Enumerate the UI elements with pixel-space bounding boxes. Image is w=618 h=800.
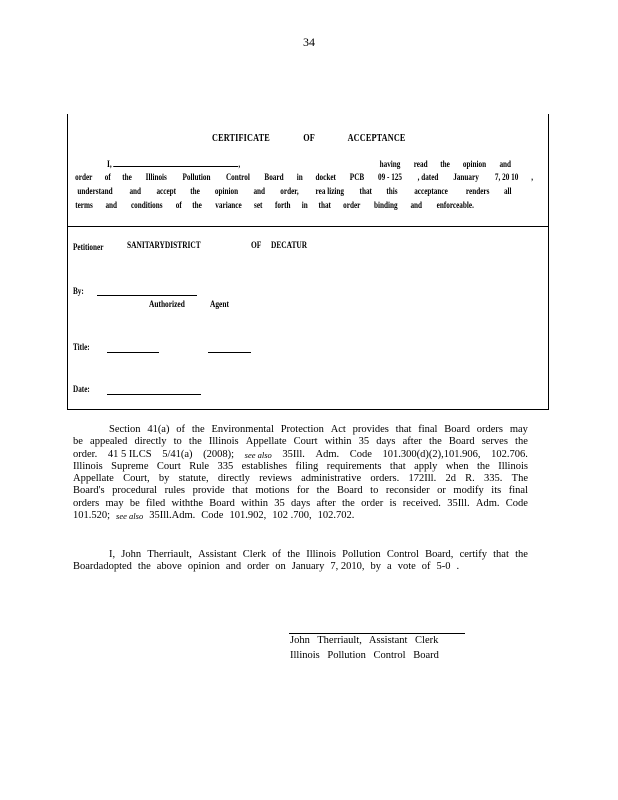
paragraph-word: when: [445, 460, 469, 472]
petitioner-label: Petitioner: [73, 242, 104, 252]
signature-line: [289, 633, 465, 634]
paragraph-word: final: [418, 424, 438, 435]
certificate-word: forth: [274, 200, 291, 210]
certificate-word: and: [410, 200, 423, 210]
paragraph-word: certify: [459, 549, 487, 560]
paragraph-word: Clerk: [242, 549, 267, 560]
paragraph-word: Act: [330, 424, 346, 435]
certificate-word: Pollution: [182, 172, 211, 182]
paragraph-word: by: [158, 473, 170, 485]
paragraph-word: days: [376, 436, 396, 448]
paragraph-word: serves: [481, 436, 508, 448]
paragraph-word: vote: [397, 561, 416, 573]
certificate-box: [67, 114, 549, 410]
signature-name: John Therriault, Assistant Clerk: [290, 635, 439, 646]
paragraph-word: 35Ill.Adm.: [149, 510, 196, 522]
paragraph-word: above: [156, 561, 182, 573]
paragraph-word: modify: [453, 485, 484, 497]
paragraph-word: to: [370, 485, 379, 497]
page-number: 34: [303, 35, 315, 49]
box-right-border: [548, 114, 549, 410]
paragraph-word: and: [225, 561, 242, 573]
certificate-word: of: [175, 200, 182, 210]
paragraph-word: Illinois: [498, 460, 528, 472]
certificate-word: that: [360, 186, 373, 196]
paragraph-word: appealed: [90, 436, 128, 448]
paragraph-word: reconsider: [385, 485, 430, 497]
certificate-title: CERTIFICATE OF ACCEPTANCE: [212, 133, 406, 144]
paragraph-word: the: [191, 424, 205, 435]
paragraph-word: orders.: [370, 473, 400, 485]
paragraph-word: Supreme: [111, 460, 149, 472]
paragraph-word: Pollution: [342, 549, 381, 560]
certificate-word: in: [296, 172, 303, 182]
paragraph-word: Illinois: [73, 460, 103, 472]
date-label: Date:: [73, 384, 90, 394]
paragraph-word: Boardadopted: [73, 561, 132, 573]
box-bottom-border: [67, 409, 549, 410]
certificate-word: the: [190, 186, 200, 196]
paragraph-word: of: [421, 561, 431, 573]
paragraph-word: motions: [255, 485, 290, 497]
paragraph-word: 41(a): [147, 424, 170, 435]
paragraph-word: 5/41(a): [162, 448, 193, 460]
paragraph-word: 35Ill.: [282, 448, 305, 460]
paragraph-word: may: [105, 497, 124, 509]
certificate-line4: [73, 200, 479, 210]
paragraph-word: Appellate: [245, 436, 287, 448]
paragraph-word: R.: [465, 473, 475, 485]
paragraph-word: The: [511, 473, 528, 485]
paragraph-word: days: [291, 497, 311, 509]
certificate-word: 09 - 125: [378, 172, 403, 182]
paragraph-line: [73, 473, 528, 485]
paragraph-word: the: [428, 436, 442, 448]
certificate-word: variance: [215, 200, 242, 210]
paragraph-word: 35: [274, 497, 285, 509]
by-signature-line: [97, 295, 197, 296]
paragraph-word: requirements: [326, 460, 382, 472]
paragraph-word: the: [287, 549, 301, 560]
paragraph-word: withthe: [171, 497, 203, 509]
certificate-word: having: [379, 159, 401, 169]
paragraph-word: Board,: [425, 549, 454, 560]
by-label: By:: [73, 286, 84, 296]
certificate-word: order,: [280, 186, 299, 196]
paragraph-word: Court: [293, 436, 318, 448]
paragraph-word: orders: [73, 497, 100, 509]
paragraph-word: Code: [201, 510, 224, 522]
certificate-word: of: [104, 172, 111, 182]
certificate-word: ,: [530, 172, 533, 182]
paragraph-word: Environmental: [211, 424, 274, 435]
paragraph-word: the: [188, 436, 202, 448]
certificate-word: opinion: [463, 159, 487, 169]
paragraph-word: that: [389, 460, 406, 472]
certificate-word: acceptance: [414, 186, 448, 196]
certificate-word: and: [499, 159, 512, 169]
paragraph-word: final: [508, 485, 528, 497]
paragraph-word: provides: [352, 424, 389, 435]
agent-label: Agent: [210, 300, 229, 310]
date-line: [107, 394, 201, 395]
paragraph-word: Court,: [123, 473, 150, 485]
paragraph-word: the: [316, 485, 330, 497]
paragraph-word: Adm.: [315, 448, 340, 460]
certificate-word: and: [253, 186, 266, 196]
certificate-word: rea lizing: [315, 186, 344, 196]
paragraph-line: [73, 424, 528, 436]
line1-prefix: I,: [107, 160, 112, 170]
paragraph-word: filed: [146, 497, 166, 509]
paragraph-word: 102.702.: [317, 510, 355, 522]
paragraph-word: apply: [414, 460, 438, 472]
certificate-word: the: [192, 200, 202, 210]
paragraph-word: the: [137, 561, 151, 573]
paragraph-word: its: [491, 485, 502, 497]
title-label: Title:: [73, 342, 90, 352]
name-blank-line: [114, 166, 239, 167]
paragraph-word: 2d: [445, 473, 456, 485]
paragraph-word: directly: [134, 436, 167, 448]
certificate-word: set: [254, 200, 263, 210]
title-line-1: [107, 352, 159, 353]
paragraph-word: Board: [444, 424, 470, 435]
paragraph-word: Illinois: [208, 436, 239, 448]
certificate-word: Board: [264, 172, 284, 182]
appeal-paragraph: [73, 424, 528, 522]
line1-comma: ,: [238, 160, 241, 170]
certificate-word: PCB: [349, 172, 365, 182]
paragraph-word: be: [129, 497, 140, 509]
certificate-word: and: [105, 200, 117, 210]
certificate-word: Control: [226, 172, 250, 182]
paragraph-word: orders: [476, 424, 504, 435]
certificate-word: understand: [77, 186, 113, 196]
paragraph-word: that: [395, 424, 412, 435]
paragraph-word: to: [173, 436, 182, 448]
paragraph-word: filing: [295, 460, 319, 472]
certificate-word: conditions: [130, 200, 163, 210]
certificate-word: Illinois: [145, 172, 167, 182]
paragraph-line: [73, 549, 528, 561]
paragraph-word: Assistant: [198, 549, 237, 560]
paragraph-line: [73, 510, 528, 522]
certificate-word: opinion: [215, 186, 239, 196]
certificate-word: 7, 20 10: [494, 172, 519, 182]
paragraph-word: on: [275, 561, 286, 573]
paragraph-word: order: [361, 497, 384, 509]
paragraph-word: John: [121, 549, 142, 560]
paragraph-word: 102.706.: [491, 448, 528, 460]
paragraph-word: is: [389, 497, 397, 509]
paragraph-line: [73, 461, 528, 473]
certificate-word: this: [386, 186, 398, 196]
paragraph-word: Board: [209, 497, 235, 509]
paragraph-word: or: [437, 485, 446, 497]
certificate-word: read: [414, 159, 428, 169]
paragraph-word: I,: [109, 549, 116, 560]
paragraph-word: for: [296, 485, 310, 497]
paragraph-word: 101.300(d)(2),101.906,: [382, 448, 481, 460]
box-left-border: [67, 114, 68, 410]
paragraph-word: received.: [402, 497, 441, 509]
certificate-line2: [73, 172, 533, 182]
paragraph-word: Therriault,: [147, 549, 192, 560]
paragraph-word: Code: [349, 448, 372, 460]
signature-org: Illinois Pollution Control Board: [290, 650, 439, 661]
petitioner-city: DECATUR: [271, 241, 308, 251]
certificate-word: , dated: [417, 172, 439, 182]
box-divider: [67, 226, 549, 227]
certificate-word: order: [343, 200, 361, 210]
paragraph-word: Appellate: [73, 473, 114, 485]
paragraph-line: [73, 485, 528, 497]
petitioner-of: OF: [251, 241, 262, 251]
paragraph-word: provide: [192, 485, 225, 497]
certificate-word: the: [122, 172, 132, 182]
paragraph-word: 35Ill.: [447, 497, 470, 509]
paragraph-word: 102 .700,: [272, 510, 312, 522]
paragraph-word: order: [247, 561, 270, 573]
paragraph-word: Board's: [73, 485, 105, 497]
paragraph-word: Court: [156, 460, 181, 472]
paragraph-word: 101.520;: [73, 510, 111, 522]
paragraph-word: order.: [73, 448, 98, 460]
certificate-word: and: [129, 186, 142, 196]
authorized-label: Authorized: [149, 300, 185, 310]
paragraph-word: January: [291, 561, 325, 573]
paragraph-word: a: [387, 561, 392, 573]
certificate-word: terms: [75, 200, 93, 210]
paragraph-line: [73, 498, 528, 510]
paragraph-word: 335.: [484, 473, 503, 485]
paragraph-word: the: [515, 549, 528, 560]
paragraph-word: within: [241, 497, 269, 509]
paragraph-word: procedural: [112, 485, 158, 497]
paragraph-word: Protection: [280, 424, 324, 435]
paragraph-word: opinion: [187, 561, 220, 573]
certificate-word: that: [318, 200, 331, 210]
paragraph-word: within: [324, 436, 352, 448]
paragraph-word: 7, 2010,: [330, 561, 365, 573]
paragraph-word: establishes: [241, 460, 288, 472]
paragraph-word: .: [456, 561, 460, 573]
paragraph-word: Illinois: [306, 549, 336, 560]
paragraph-word: Board: [336, 485, 363, 497]
certificate-word: in: [301, 200, 308, 210]
paragraph-word: that: [232, 485, 248, 497]
paragraph-word: after: [402, 436, 422, 448]
paragraph-word: the: [342, 497, 355, 509]
certificate-word: renders: [466, 186, 490, 196]
paragraph-word: by: [370, 561, 382, 573]
paragraph-word: (2008);: [203, 448, 235, 460]
paragraph-word: that: [493, 549, 509, 560]
certificate-word: binding: [374, 200, 398, 210]
paragraph-word: 101.902,: [229, 510, 267, 522]
paragraph-word: see also: [244, 449, 272, 460]
certificate-word: the: [440, 159, 450, 169]
certification-paragraph: [73, 549, 528, 574]
petitioner-name: SANITARYDISTRICT: [127, 241, 201, 251]
certificate-word: accept: [156, 186, 176, 196]
paragraph-word: Board: [448, 436, 475, 448]
title-line-2: [208, 352, 251, 353]
paragraph-word: of: [176, 424, 186, 435]
paragraph-word: 5-0: [436, 561, 451, 573]
paragraph-line: [73, 561, 528, 573]
paragraph-word: statute,: [178, 473, 209, 485]
certificate-line1-prefix: [107, 160, 240, 170]
certificate-word: enforceable.: [437, 200, 475, 210]
paragraph-word: be: [73, 436, 83, 448]
paragraph-word: 172Ill.: [408, 473, 437, 485]
paragraph-line: [73, 436, 528, 448]
certificate-word: January: [453, 172, 480, 182]
paragraph-word: 35: [358, 436, 370, 448]
certificate-line1-words: [377, 159, 513, 169]
paragraph-word: reviews: [259, 473, 292, 485]
paragraph-word: Code: [505, 497, 528, 509]
paragraph-word: Adm.: [475, 497, 500, 509]
paragraph-word: of: [272, 549, 282, 560]
paragraph-word: see also: [116, 511, 144, 522]
paragraph-word: the: [515, 436, 528, 448]
paragraph-word: Rule: [189, 460, 210, 472]
paragraph-word: after: [316, 497, 336, 509]
certificate-line3: [73, 186, 513, 196]
paragraph-word: the: [476, 460, 490, 472]
paragraph-word: rules: [164, 485, 186, 497]
paragraph-word: 41 5 ILCS: [107, 448, 152, 460]
certificate-word: order: [75, 172, 93, 182]
paragraph-word: directly: [217, 473, 250, 485]
paragraph-word: Section: [109, 424, 141, 435]
paragraph-word: administrative: [301, 473, 362, 485]
certificate-word: all: [504, 186, 513, 196]
paragraph-word: may: [509, 424, 528, 435]
paragraph-line: [73, 449, 528, 461]
paragraph-word: Control: [386, 549, 419, 560]
paragraph-word: 335: [217, 460, 234, 472]
certificate-word: docket: [315, 172, 336, 182]
